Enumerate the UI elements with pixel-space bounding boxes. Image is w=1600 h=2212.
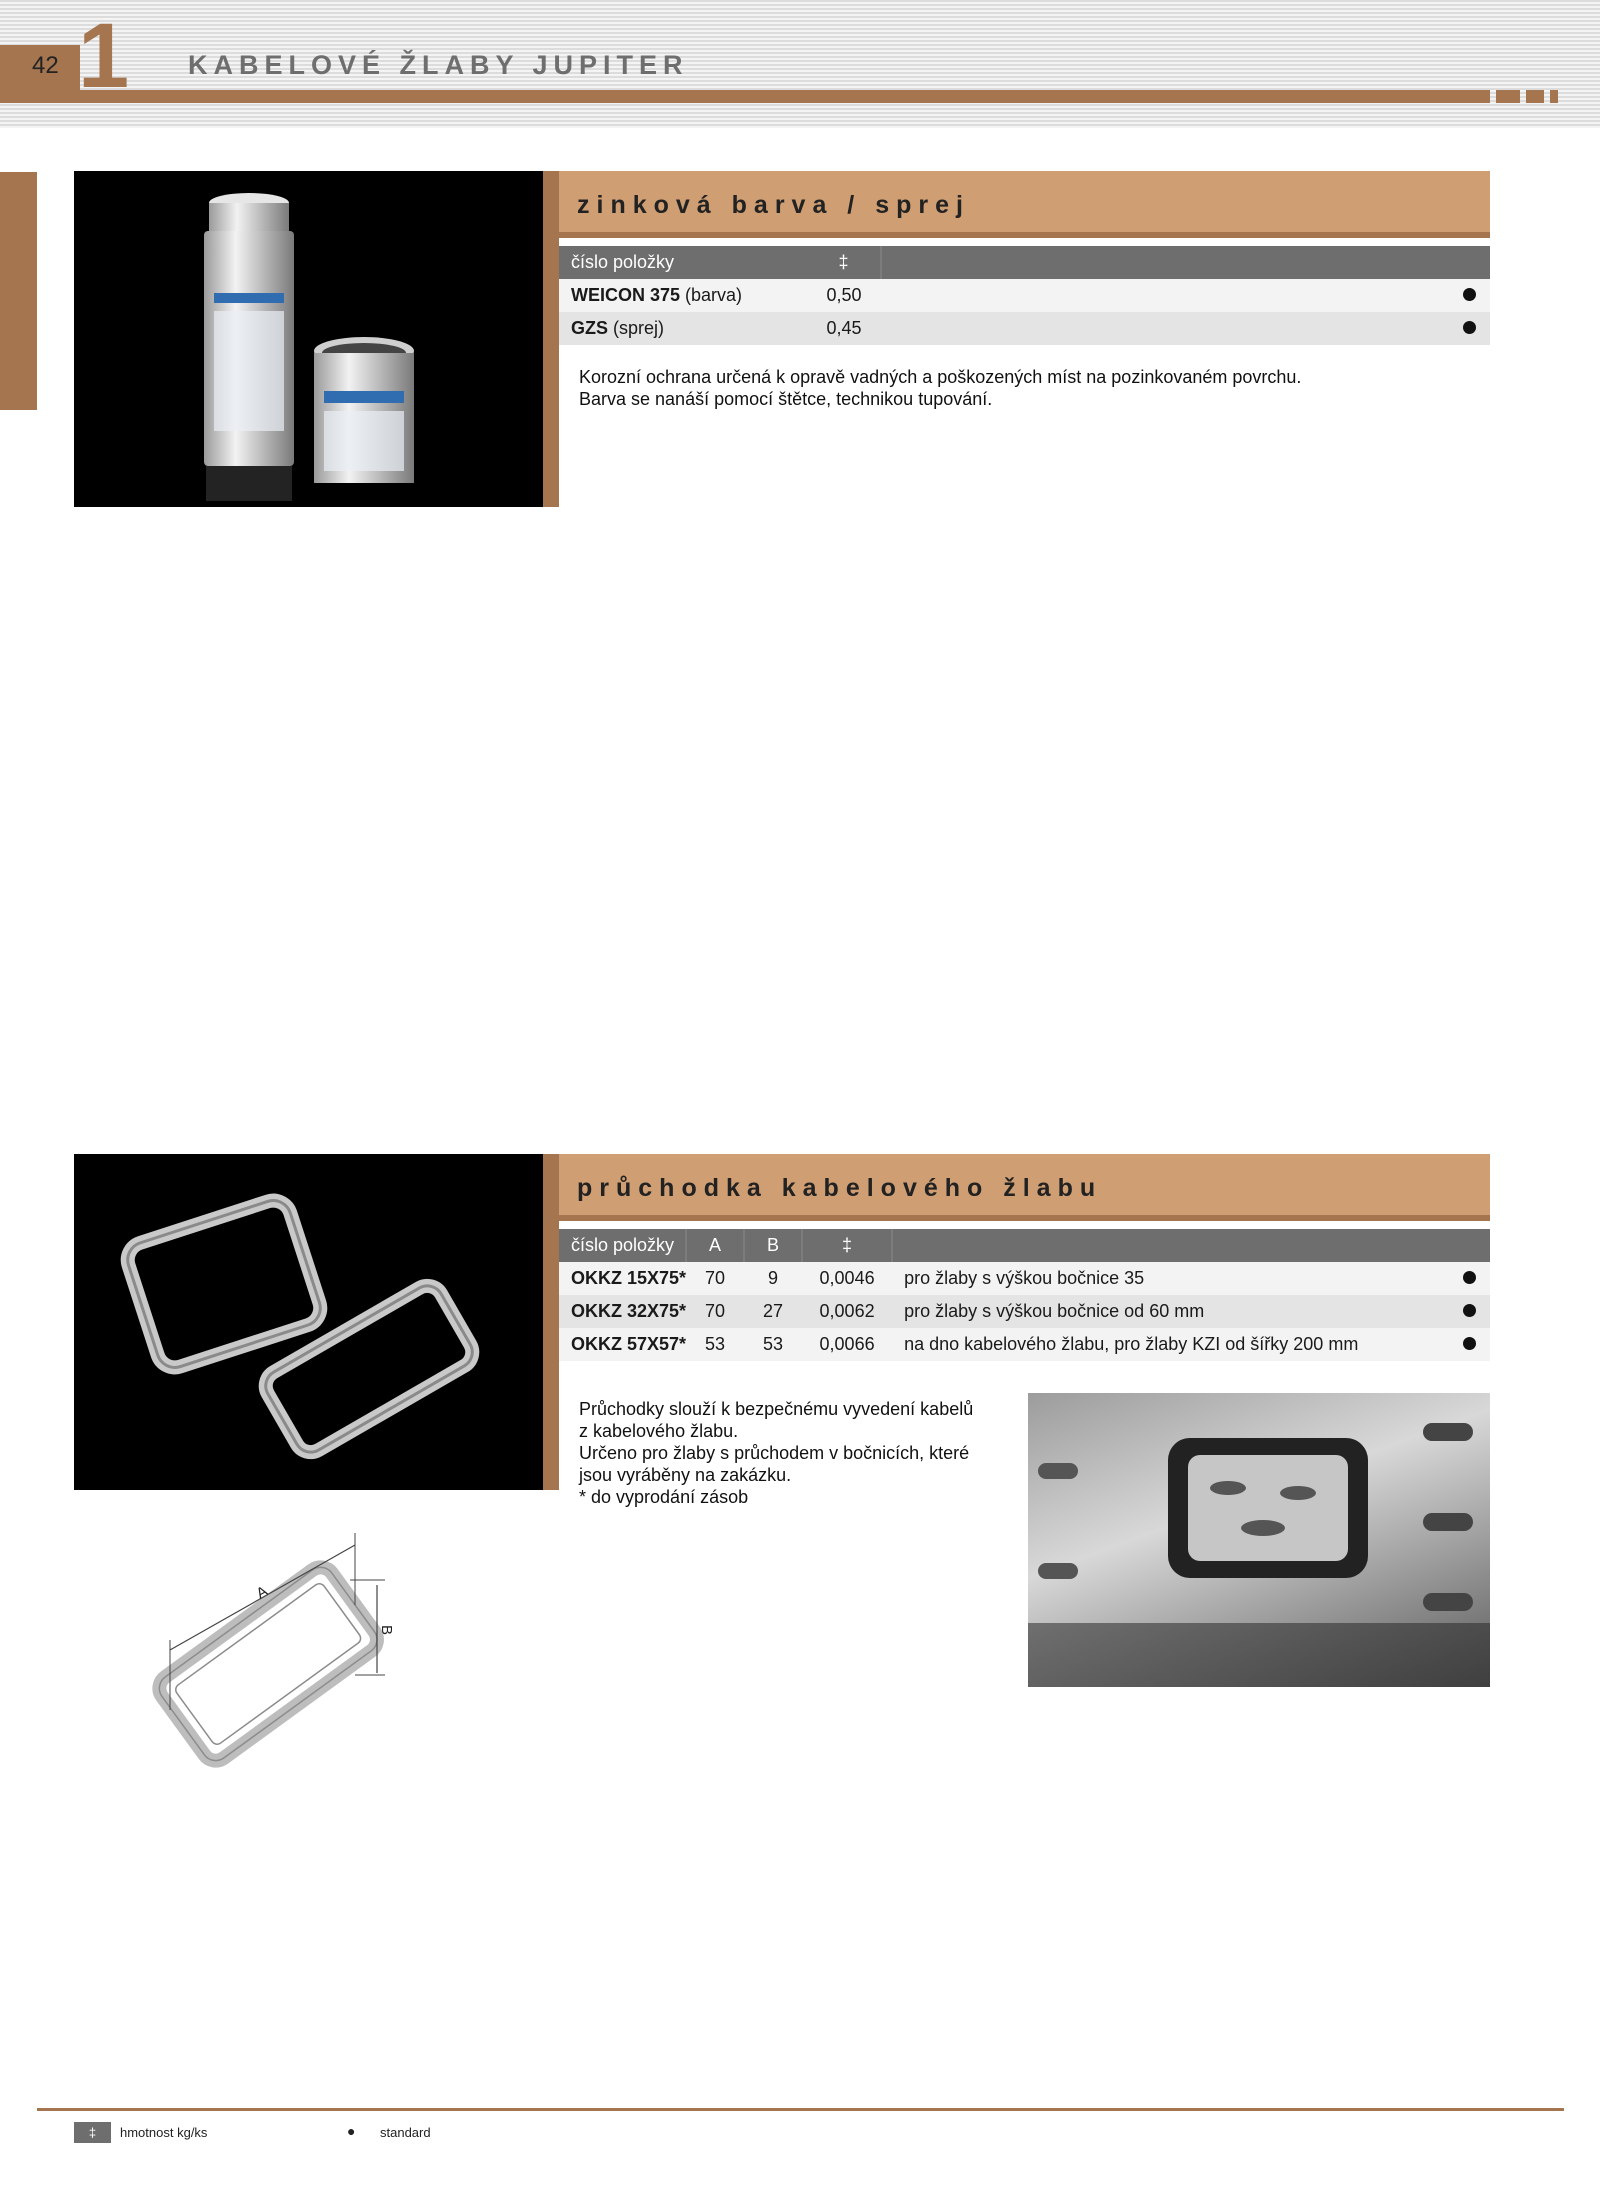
item-code: OKKZ 32X75* xyxy=(559,1295,686,1328)
header-square xyxy=(1550,90,1558,103)
table-row xyxy=(559,1295,1490,1328)
chapter-number: 1 xyxy=(78,5,130,107)
description-line: Určeno pro žlaby s průchodem v bočnicích, které xyxy=(579,1443,970,1463)
table-row xyxy=(559,312,1490,345)
dimension-a: 70 xyxy=(686,1262,744,1295)
item-weight: 0,45 xyxy=(807,312,881,345)
mounted-grommet-photo xyxy=(1028,1393,1490,1687)
header-square xyxy=(1496,90,1520,103)
standard-dot-icon xyxy=(1463,288,1476,301)
column-header: A xyxy=(686,1229,744,1262)
item-weight: 0,0046 xyxy=(802,1262,892,1295)
item-note: na dno kabelového žlabu, pro žlaby KZI od šířky 200 mm xyxy=(892,1328,1448,1361)
section-header xyxy=(559,171,1490,238)
item-code: WEICON 375 xyxy=(571,285,681,305)
grommet-dimension-drawing xyxy=(130,1525,410,1825)
description-line: Průchodky slouží k bezpečnému vyvedení kabelů xyxy=(579,1399,974,1419)
grommet-photo xyxy=(74,1154,543,1490)
standard-dot-icon: ● xyxy=(347,2123,356,2139)
table-row xyxy=(559,1262,1490,1295)
standard-dot-icon xyxy=(1463,1337,1476,1350)
header-square xyxy=(1526,90,1544,103)
item-code: OKKZ 57X57* xyxy=(559,1328,686,1361)
section-description xyxy=(579,1398,1009,1508)
description-line: z kabelového žlabu. xyxy=(579,1421,739,1441)
section-header xyxy=(559,1154,1490,1221)
dimension-b: 9 xyxy=(744,1262,802,1295)
table-header-row xyxy=(559,246,1490,279)
item-note: pro žlaby s výškou bočnice od 60 mm xyxy=(892,1295,1448,1328)
item-variant: (barva) xyxy=(680,285,743,305)
item-weight: 0,0062 xyxy=(802,1295,892,1328)
item-weight: 0,50 xyxy=(807,279,881,312)
dimension-a: 70 xyxy=(686,1295,744,1328)
weight-legend-label: hmotnost kg/ks xyxy=(120,2125,208,2140)
column-header: číslo položky xyxy=(559,1229,686,1262)
dimension-b: 53 xyxy=(744,1328,802,1361)
description-line: Barva se nanáší pomocí štětce, technikou tupování. xyxy=(579,389,993,409)
description-line: * do vyprodání zásob xyxy=(579,1487,749,1507)
header-bar xyxy=(0,90,1490,103)
description-line: jsou vyráběny na zakázku. xyxy=(579,1465,792,1485)
table-header-row xyxy=(559,1229,1490,1262)
spec-table xyxy=(559,1229,1490,1361)
table-row xyxy=(559,279,1490,312)
section-divider-bar xyxy=(543,1154,559,1490)
standard-legend-label: standard xyxy=(380,2125,431,2140)
dimension-label-a: A xyxy=(253,1582,271,1603)
weight-column-header: ‡ xyxy=(807,246,881,279)
side-tab xyxy=(0,172,37,410)
weight-symbol-icon: ‡ xyxy=(74,2122,111,2143)
column-header: číslo položky xyxy=(559,246,807,279)
section-divider-bar xyxy=(543,171,559,507)
spec-table xyxy=(559,246,1490,345)
item-variant: (sprej) xyxy=(608,318,665,338)
zinc-paint-photo xyxy=(74,171,543,507)
section-description xyxy=(579,366,1479,410)
section-title: zinková barva / sprej xyxy=(577,191,970,219)
footer-line xyxy=(37,2108,1564,2111)
dimension-a: 53 xyxy=(686,1328,744,1361)
item-code: GZS xyxy=(571,318,609,338)
item-code: OKKZ 15X75* xyxy=(559,1262,686,1295)
dimension-label-b: B xyxy=(378,1625,395,1636)
column-header: B xyxy=(744,1229,802,1262)
weight-column-header: ‡ xyxy=(802,1229,892,1262)
item-note: pro žlaby s výškou bočnice 35 xyxy=(892,1262,1448,1295)
description-line: Korozní ochrana určená k opravě vadných a poškozených míst na pozinkovaném povrchu. xyxy=(579,367,1302,387)
standard-dot-icon xyxy=(1463,321,1476,334)
table-row xyxy=(559,1328,1490,1361)
section-title: průchodka kabelového žlabu xyxy=(577,1174,1103,1202)
standard-dot-icon xyxy=(1463,1304,1476,1317)
standard-dot-icon xyxy=(1463,1271,1476,1284)
page-number: 42 xyxy=(32,52,59,79)
item-weight: 0,0066 xyxy=(802,1328,892,1361)
page-title: KABELOVÉ ŽLABY JUPITER xyxy=(188,50,689,80)
dimension-b: 27 xyxy=(744,1295,802,1328)
